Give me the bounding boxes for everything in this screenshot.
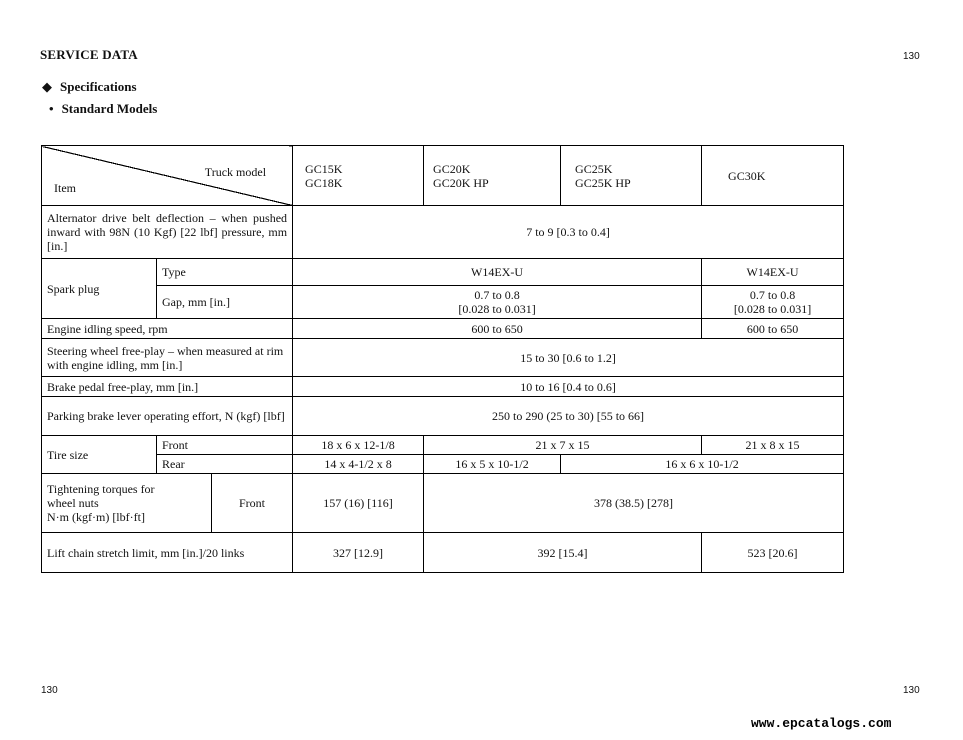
table-row-brake: [42, 377, 844, 397]
row-value: 157 (16) [116]: [293, 474, 424, 533]
sub-row-label: Rear: [157, 455, 293, 474]
table-row-steering: [42, 339, 844, 377]
row-label: Brake pedal free-play, mm [in.]: [42, 377, 293, 397]
section-heading-specifications: [42, 79, 137, 95]
value-line: 0.7 to 0.8: [474, 288, 520, 302]
row-value: 523 [20.6]: [702, 533, 844, 573]
row-label: Spark plug: [42, 259, 157, 319]
row-label: Parking brake lever operating effort, N (kgf) [lbf]: [42, 397, 293, 436]
row-value: W14EX-U: [293, 259, 702, 286]
row-label: Lift chain stretch limit, mm [in.]/20 links: [42, 533, 293, 573]
row-label: Steering wheel free-play – when measured at rim with engine idling, mm [in.]: [42, 339, 293, 377]
row-value: [702, 286, 844, 319]
watermark-link[interactable]: www.epcatalogs.com: [751, 716, 892, 731]
sub-row-label: Type: [157, 259, 293, 286]
row-value: 7 to 9 [0.3 to 0.4]: [293, 206, 844, 259]
label-line: Tightening torques for: [47, 482, 155, 496]
diamond-bullet-icon: ◆: [42, 79, 52, 94]
row-label: Tire size: [42, 436, 157, 474]
row-value: 16 x 5 x 10-1/2: [424, 455, 561, 474]
row-value: W14EX-U: [702, 259, 844, 286]
dot-bullet-icon: •: [49, 101, 54, 116]
label-line: N·m (kgf·m) [lbf·ft]: [47, 510, 145, 524]
row-label: [42, 474, 212, 533]
row-value: 378 (38.5) [278]: [424, 474, 844, 533]
table-row-alternator: [42, 206, 844, 259]
row-value: [293, 286, 702, 319]
row-value: 250 to 290 (25 to 30) [55 to 66]: [293, 397, 844, 436]
header-diagonal-cell: [42, 146, 293, 206]
row-value: 16 x 6 x 10-1/2: [561, 455, 844, 474]
sub-row-label: Front: [157, 436, 293, 455]
sub-row-label: Gap, mm [in.]: [157, 286, 293, 319]
truck-model-label: Truck model: [204, 165, 267, 179]
model-col-gc20k: [424, 146, 561, 206]
sub-row-label: Front: [212, 474, 293, 533]
model-name: GC18K: [305, 175, 343, 190]
table-row-tire-front: [42, 436, 844, 455]
subsection-heading-text: Standard Models: [61, 101, 158, 116]
table-row-idling: [42, 319, 844, 339]
row-value: 600 to 650: [702, 319, 844, 339]
page-number-bottom-left: 130: [41, 685, 58, 696]
service-data-table: [41, 145, 844, 573]
model-col-gc15k: [293, 146, 424, 206]
item-label: Item: [54, 181, 76, 195]
table-row-parking: [42, 397, 844, 436]
row-value: 392 [15.4]: [424, 533, 702, 573]
row-label: Alternator drive belt deflection – when pushed inward with 98N (10 Kgf) [22 lbf] pressure, mm [in.]: [42, 206, 293, 259]
page-title: SERVICE DATA: [40, 47, 138, 62]
table-row-spark-plug-type: [42, 259, 844, 286]
label-line: wheel nuts: [47, 496, 99, 510]
model-name: GC30K: [728, 168, 766, 183]
row-value: 18 x 6 x 12-1/8: [293, 436, 424, 455]
value-line: [0.028 to 0.031]: [733, 302, 812, 316]
model-name: GC25K HP: [575, 175, 631, 190]
row-value: 327 [12.9]: [293, 533, 424, 573]
model-col-gc30k: [702, 146, 844, 206]
model-name: GC25K: [575, 161, 613, 176]
row-value: 14 x 4-1/2 x 8: [293, 455, 424, 474]
table-header-row: [42, 146, 844, 206]
row-value: 21 x 7 x 15: [424, 436, 702, 455]
section-heading-text: Specifications: [60, 79, 137, 94]
row-label: Engine idling speed, rpm: [42, 319, 293, 339]
row-value: 600 to 650: [293, 319, 702, 339]
value-line: 0.7 to 0.8: [749, 288, 796, 302]
page-number-bottom-right: 130: [903, 685, 920, 696]
table-row-lift-chain: [42, 533, 844, 573]
row-value: 15 to 30 [0.6 to 1.2]: [293, 339, 844, 377]
model-name: GC15K: [305, 161, 343, 176]
page-number-top: 130: [903, 51, 920, 62]
row-value: 21 x 8 x 15: [702, 436, 844, 455]
table-row-spark-plug-gap: [42, 286, 844, 319]
model-name: GC20K: [433, 161, 471, 176]
model-col-gc25k: [561, 146, 702, 206]
row-value: 10 to 16 [0.4 to 0.6]: [293, 377, 844, 397]
section-heading-standard-models: [49, 101, 157, 117]
value-line: [0.028 to 0.031]: [458, 302, 536, 316]
table-row-tire-rear: [42, 455, 844, 474]
model-name: GC20K HP: [433, 175, 489, 190]
table-row-torque: [42, 474, 844, 533]
